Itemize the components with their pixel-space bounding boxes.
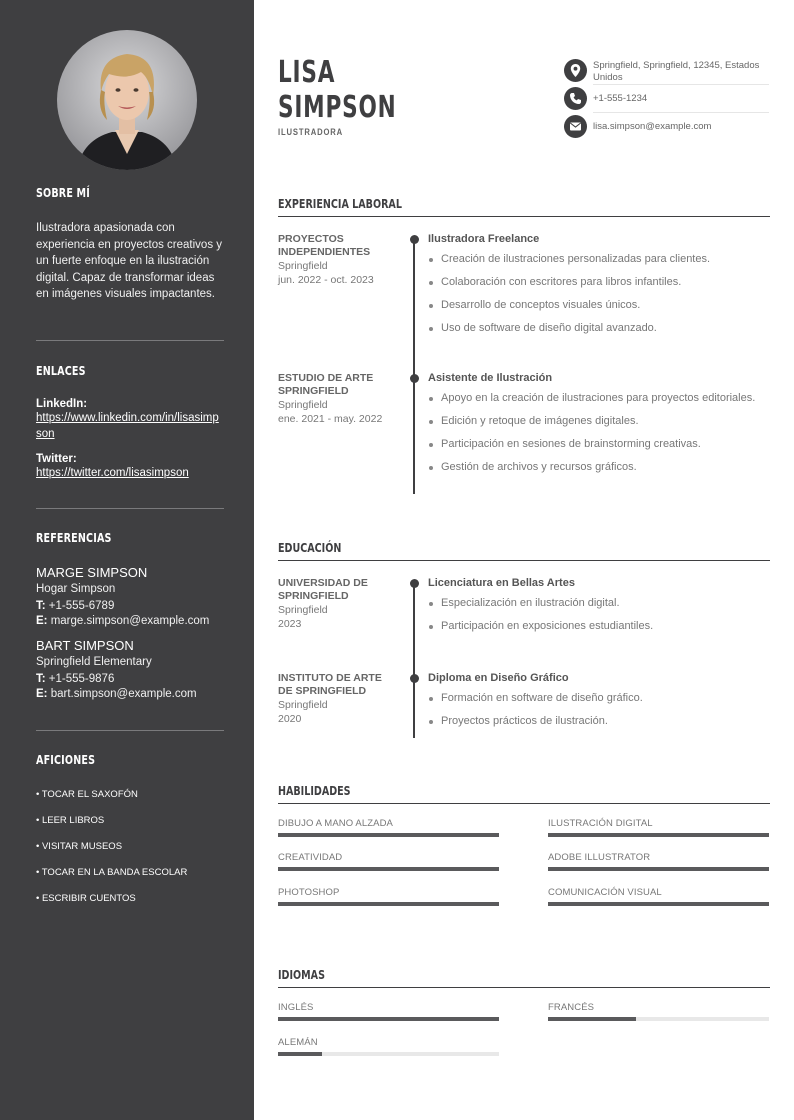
skill-bar-fill [278,833,499,837]
experience-details [428,233,770,344]
links-section [36,363,224,481]
graduation-year: 2023 [278,618,302,630]
skill-item [278,818,499,837]
reference-name: MARGE SIMPSON [36,565,148,580]
skill-bar-fill [548,902,769,906]
institution-name: INSTITUTO DE ARTE DE SPRINGFIELD [278,672,382,697]
reference-phone: +1-555-6789 [48,600,115,612]
skill-label: PHOTOSHOP [278,887,340,898]
skill-label: ILUSTRACIÓN DIGITAL [548,818,653,829]
last-name: SIMPSON [278,90,397,125]
about-text: Ilustradora apasionada con experiencia en proyectos creativos y un fuerte enfoque en la ilustración digital. Capaz de transformar ideas en imágenes visuales impactantes. [36,222,223,300]
address-text: Springfield, Springfield, 12345, Estados Unidos [593,60,760,83]
skill-label: DIBUJO A MANO ALZADA [278,818,393,829]
section-rule [278,216,770,217]
first-name: LISA [278,55,336,90]
hobbies-list [36,789,224,919]
reference-email-line: E: bart.simpson@example.com [36,688,197,700]
profile-photo [57,30,197,170]
linkedin-label: LinkedIn: [36,398,88,410]
language-label: ALEMÁN [278,1037,318,1048]
twitter-label: Twitter: [36,453,77,465]
list-item: Formación en software de diseño gráfico. [428,691,770,706]
reference-email-line: E: marge.simpson@example.com [36,615,210,627]
institution-location: Springfield [278,699,328,711]
reference-name: BART SIMPSON [36,638,134,653]
skill-bar-fill [548,833,769,837]
hobby-item: • VISITAR MUSEOS [36,841,123,852]
hobbies-section [36,752,224,919]
list-item: Participación en sesiones de brainstorming creativas. [428,437,770,452]
experience-title: EXPERIENCIA LABORAL [278,196,402,211]
skill-bar [548,833,769,837]
list-item: Especialización en ilustración digital. [428,596,770,611]
list-item: Proyectos prácticos de ilustración. [428,714,770,729]
linkedin-link[interactable]: https://www.linkedin.com/in/lisasimpson [36,412,219,440]
skills-title: HABILIDADES [278,783,351,798]
language-item [278,1002,499,1021]
list-item: Participación en exposiciones estudiantiles. [428,619,770,634]
skill-item [548,852,769,871]
language-item [278,1037,499,1056]
skill-label: COMUNICACIÓN VISUAL [548,887,662,898]
contact-address [564,59,769,89]
skill-item [548,887,769,906]
responsibility-list [428,391,770,475]
languages-title: IDIOMAS [278,967,325,982]
education-meta [278,577,398,631]
email-text: lisa.simpson@example.com [593,121,712,132]
hobby-item: • TOCAR EN LA BANDA ESCOLAR [36,867,188,878]
language-label: FRANCÉS [548,1002,595,1013]
skill-label: CREATIVIDAD [278,852,343,863]
contact-email [564,115,769,141]
employer-name: PROYECTOS INDEPENDIENTES [278,233,371,258]
phone-text: +1-555-1234 [593,93,648,104]
skill-bar [278,833,499,837]
institution-name: UNIVERSIDAD DE SPRINGFIELD [278,577,368,602]
position-title: Ilustradora Freelance [428,233,540,245]
reference-email: marge.simpson@example.com [50,615,210,627]
hobby-item: • ESCRIBIR CUENTOS [36,893,136,904]
contact-phone [564,87,769,113]
hobbies-title: AFICIONES [36,752,96,767]
sidebar [0,0,254,1120]
list-item: Gestión de archivos y recursos gráficos. [428,460,770,475]
language-bar [548,1017,769,1021]
reference-phone: +1-555-9876 [48,673,115,685]
sidebar-divider [36,730,224,731]
contact-divider [593,84,769,85]
link-item [36,453,224,481]
reference-org: Springfield Elementary [36,656,152,668]
language-bar [278,1017,499,1021]
about-title: SOBRE MÍ [36,185,90,200]
job-title: ILUSTRADORA [278,127,344,137]
skill-bar-fill [278,902,499,906]
employment-dates: jun. 2022 - oct. 2023 [278,274,374,286]
skill-item [278,887,499,906]
position-title: Asistente de Ilustración [428,372,553,384]
skill-item [278,852,499,871]
reference-email: bart.simpson@example.com [50,688,197,700]
reference-org: Hogar Simpson [36,583,116,595]
about-section [36,185,224,303]
employment-dates: ene. 2021 - may. 2022 [278,413,383,425]
employer-location: Springfield [278,260,328,272]
list-item: Edición y retoque de imágenes digitales. [428,414,770,429]
detail-list [428,596,770,634]
graduation-year: 2020 [278,713,302,725]
language-bar [278,1052,499,1056]
list-item: Colaboración con escritores para libros infantiles. [428,275,770,290]
sidebar-divider [36,340,224,341]
section-rule [278,560,770,561]
skill-bar-fill [548,867,769,871]
skill-bar [278,867,499,871]
reference-item [36,638,224,700]
language-bar-fill [278,1052,322,1056]
timeline-dot [410,579,419,588]
reference-item [36,565,224,627]
education-details [428,577,770,642]
timeline-dot [410,674,419,683]
list-item: Uso de software de diseño digital avanzado. [428,321,770,336]
timeline-line [413,240,415,494]
list-item: Apoyo en la creación de ilustraciones para proyectos editoriales. [428,391,770,406]
contact-divider [593,112,769,113]
education-meta [278,672,398,726]
skill-bar [548,867,769,871]
links-title: ENLACES [36,363,86,378]
skill-label: ADOBE ILLUSTRATOR [548,852,651,863]
institution-location: Springfield [278,604,328,616]
language-item [548,1002,769,1021]
timeline-line [413,584,415,738]
skill-bar-fill [278,867,499,871]
references-section [36,530,224,700]
degree-title: Diploma en Diseño Gráfico [428,672,569,684]
phone-icon [564,87,587,110]
experience-meta [278,372,398,426]
employer-location: Springfield [278,399,328,411]
language-bar-fill [278,1017,499,1021]
language-bar-fill [548,1017,636,1021]
language-label: INGLÉS [278,1002,314,1013]
envelope-icon [564,115,587,138]
skill-bar [278,902,499,906]
hobby-item: • TOCAR EL SAXOFÓN [36,789,138,800]
responsibility-list [428,252,770,336]
location-pin-icon [564,59,587,82]
experience-meta [278,233,398,287]
twitter-link[interactable]: https://twitter.com/lisasimpson [36,467,189,479]
list-item: Creación de ilustraciones personalizadas para clientes. [428,252,770,267]
section-rule [278,987,770,988]
full-name [278,55,396,125]
section-rule [278,803,770,804]
references-title: REFERENCIAS [36,530,112,545]
employer-name: ESTUDIO DE ARTE SPRINGFIELD [278,372,374,397]
reference-phone-line: T: +1-555-9876 [36,673,115,685]
reference-phone-line: T: +1-555-6789 [36,600,115,612]
education-details [428,672,770,737]
hobby-item: • LEER LIBROS [36,815,105,826]
degree-title: Licenciatura en Bellas Artes [428,577,575,589]
skill-item [548,818,769,837]
detail-list [428,691,770,729]
education-title: EDUCACIÓN [278,540,342,555]
experience-details [428,372,770,483]
list-item: Desarrollo de conceptos visuales únicos. [428,298,770,313]
sidebar-divider [36,508,224,509]
link-item [36,398,224,442]
timeline-dot [410,235,419,244]
skill-bar [548,902,769,906]
timeline-dot [410,374,419,383]
